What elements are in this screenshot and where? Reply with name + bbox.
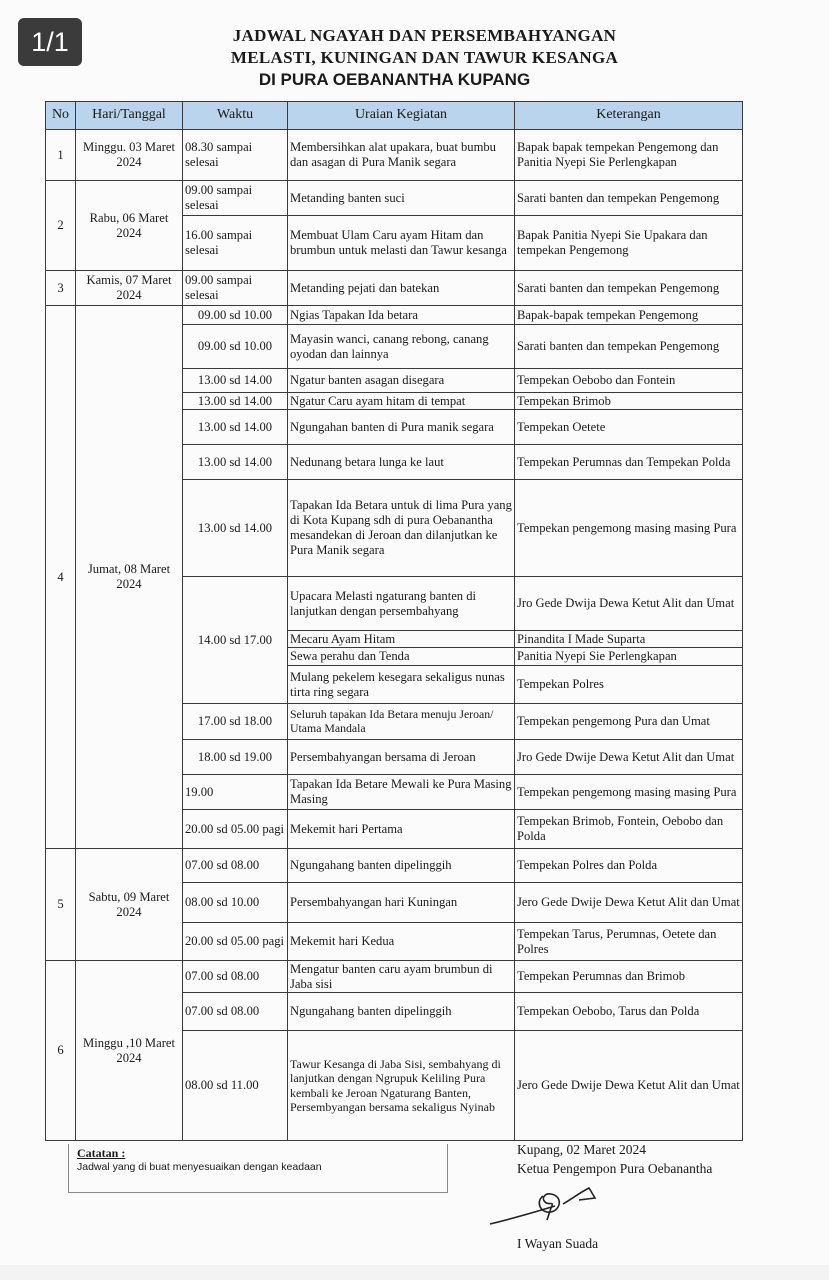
title-line-2: MELASTI, KUNINGAN DAN TAWUR KESANGA [230, 48, 619, 67]
cell-day: Minggu ,10 Maret 2024 [76, 961, 183, 1141]
cell-activity: Membersihkan alat upakara, buat bumbu dan asagan di Pura Manik segara [288, 130, 515, 181]
cell-remarks: Tempekan Perumnas dan Tempekan Polda [515, 445, 743, 480]
cell-time: 13.00 sd 14.00 [183, 480, 288, 577]
cell-activity: Sewa perahu dan Tenda [288, 648, 515, 666]
cell-activity: Ngias Tapakan Ida betara [288, 306, 515, 325]
cell-time: 16.00 sampai selesai [183, 216, 288, 271]
cell-remarks: Pinandita I Made Suparta [515, 631, 743, 648]
cell-remarks: Bapak bapak tempekan Pengemong dan Panitia Nyepi Sie Perlengkapan [515, 130, 743, 181]
cell-activity: Tapakan Ida Betare Mewali ke Pura Masing Masing [288, 775, 515, 810]
cell-time: 20.00 sd 05.00 pagi [183, 923, 288, 961]
cell-activity: Mengatur banten caru ayam brumbun di Jaba sisi [288, 961, 515, 993]
cell-time: 09.00 sd 10.00 [183, 306, 288, 325]
cell-time: 09.00 sampai selesai [183, 271, 288, 306]
cell-no: 1 [46, 130, 76, 181]
cell-time: 13.00 sd 14.00 [183, 445, 288, 480]
cell-remarks: Tempekan Oebobo dan Fontein [515, 369, 743, 393]
cell-remarks: Tempekan Polres [515, 666, 743, 704]
note-box [68, 1144, 448, 1193]
header-no: No [46, 102, 76, 130]
cell-activity: Ngungahang banten dipelinggih [288, 993, 515, 1031]
table-row [46, 961, 743, 993]
cell-activity: Mekemit hari Pertama [288, 810, 515, 849]
cell-day: Jumat, 08 Maret 2024 [76, 306, 183, 849]
cell-day: Minggu. 03 Maret 2024 [76, 130, 183, 181]
cell-remarks: Bapak-bapak tempekan Pengemong [515, 306, 743, 325]
title-line-1: JADWAL NGAYAH DAN PERSEMBAHYANGAN [232, 26, 617, 45]
title-line-3: DI PURA OEBANANTHA KUPANG [258, 70, 531, 89]
cell-time: 08.00 sd 11.00 [183, 1031, 288, 1141]
cell-activity: Seluruh tapakan Ida Betara menuju Jeroan/ Utama Mandala [288, 704, 515, 740]
cell-activity: Persembahyangan bersama di Jeroan [288, 740, 515, 775]
cell-remarks: Tempekan pengemong masing masing Pura [515, 480, 743, 577]
header-time: Waktu [183, 102, 288, 130]
table-row [46, 130, 743, 181]
cell-day: Kamis, 07 Maret 2024 [76, 271, 183, 306]
cell-activity: Persembahyangan hari Kuningan [288, 883, 515, 923]
cell-remarks: Jero Gede Dwije Dewa Ketut Alit dan Umat [515, 883, 743, 923]
cell-activity: Metanding pejati dan batekan [288, 271, 515, 306]
cell-remarks: Jro Gede Dwija Dewa Ketut Alit dan Umat [515, 577, 743, 631]
cell-day: Sabtu, 09 Maret 2024 [76, 849, 183, 961]
cell-time: 19.00 [183, 775, 288, 810]
cell-activity: Membuat Ulam Caru ayam Hitam dan brumbun untuk melasti dan Tawur kesanga [288, 216, 515, 271]
cell-no: 2 [46, 181, 76, 271]
note-title: Catatan : [77, 1146, 126, 1160]
cell-remarks: Sarati banten dan tempekan Pengemong [515, 181, 743, 216]
header-day-date: Hari/Tanggal [76, 102, 183, 130]
cell-time: 13.00 sd 14.00 [183, 393, 288, 410]
signature-name: I Wayan Suada [517, 1236, 599, 1251]
cell-remarks: Tempekan Oetete [515, 410, 743, 445]
cell-remarks: Tempekan Perumnas dan Brimob [515, 961, 743, 993]
table-row [46, 306, 743, 325]
table-row [46, 181, 743, 216]
cell-activity: Tapakan Ida Betara untuk di lima Pura yang di Kota Kupang sdh di pura Oebanantha mesandekan di Jeroan dan dilanjutkan ke Pura Manik segara [288, 480, 515, 577]
cell-no: 5 [46, 849, 76, 961]
cell-remarks: Jro Gede Dwije Dewa Ketut Alit dan Umat [515, 740, 743, 775]
cell-time: 20.00 sd 05.00 pagi [183, 810, 288, 849]
cell-time: 07.00 sd 08.00 [183, 849, 288, 883]
cell-remarks: Tempekan pengemong Pura dan Umat [515, 704, 743, 740]
header-activity: Uraian Kegiatan [288, 102, 515, 130]
cell-remarks: Panitia Nyepi Sie Perlengkapan [515, 648, 743, 666]
cell-time: 09.00 sd 10.00 [183, 325, 288, 369]
cell-remarks: Jero Gede Dwije Dewa Ketut Alit dan Umat [515, 1031, 743, 1141]
cell-remarks: Tempekan Polres dan Polda [515, 849, 743, 883]
table-row [46, 849, 743, 883]
cell-activity: Ngungahan banten di Pura manik segara [288, 410, 515, 445]
cell-time: 08.00 sd 10.00 [183, 883, 288, 923]
cell-remarks: Tempekan Oebobo, Tarus dan Polda [515, 993, 743, 1031]
cell-time: 13.00 sd 14.00 [183, 410, 288, 445]
cell-no: 4 [46, 306, 76, 849]
cell-time: 08.30 sampai selesai [183, 130, 288, 181]
cell-activity: Upacara Melasti ngaturang banten di lanjutkan dengan persembahyang [288, 577, 515, 631]
cell-day: Rabu, 06 Maret 2024 [76, 181, 183, 271]
cell-activity: Mulang pekelem kesegara sekaligus nunas tirta ring segara [288, 666, 515, 704]
table-row [46, 271, 743, 306]
table-header-row [46, 102, 743, 130]
handwritten-signature [485, 1182, 615, 1230]
cell-activity: Tawur Kesanga di Jaba Sisi, sembahyang di lanjutkan dengan Ngrupuk Keliling Pura kembali ke Jeroan Ngaturang Banten, Persembyangan bersama sekaligus Nyinab [288, 1031, 515, 1141]
cell-remarks: Tempekan pengemong masing masing Pura [515, 775, 743, 810]
page-indicator: 1/1 [18, 18, 82, 66]
cell-no: 6 [46, 961, 76, 1141]
cell-time: 18.00 sd 19.00 [183, 740, 288, 775]
signature-place-date: Kupang, 02 Maret 2024 [517, 1142, 646, 1157]
cell-activity: Mecaru Ayam Hitam [288, 631, 515, 648]
cell-remarks: Sarati banten dan tempekan Pengemong [515, 271, 743, 306]
cell-remarks: Sarati banten dan tempekan Pengemong [515, 325, 743, 369]
cell-activity: Ngatur banten asagan disegara [288, 369, 515, 393]
cell-remarks: Bapak Panitia Nyepi Sie Upakara dan tempekan Pengemong [515, 216, 743, 271]
cell-activity: Ngungahang banten dipelinggih [288, 849, 515, 883]
cell-remarks: Tempekan Brimob, Fontein, Oebobo dan Polda [515, 810, 743, 849]
cell-time: 14.00 sd 17.00 [183, 577, 288, 704]
cell-activity: Nedunang betara lunga ke laut [288, 445, 515, 480]
schedule-table [45, 101, 743, 1141]
cell-time: 17.00 sd 18.00 [183, 704, 288, 740]
cell-time: 09.00 sampai selesai [183, 181, 288, 216]
cell-activity: Mekemit hari Kedua [288, 923, 515, 961]
cell-remarks: Tempekan Tarus, Perumnas, Oetete dan Polres [515, 923, 743, 961]
cell-time: 13.00 sd 14.00 [183, 369, 288, 393]
signature-role: Ketua Pengempon Pura Oebanantha [517, 1161, 713, 1176]
cell-no: 3 [46, 271, 76, 306]
cell-time: 07.00 sd 08.00 [183, 961, 288, 993]
cell-time: 07.00 sd 08.00 [183, 993, 288, 1031]
cell-remarks: Tempekan Brimob [515, 393, 743, 410]
cell-activity: Ngatur Caru ayam hitam di tempat [288, 393, 515, 410]
cell-activity: Metanding banten suci [288, 181, 515, 216]
note-text: Jadwal yang di buat menyesuaikan dengan keadaan [77, 1161, 322, 1173]
header-remarks: Keterangan [515, 102, 743, 130]
cell-activity: Mayasin wanci, canang rebong, canang oyodan dan lainnya [288, 325, 515, 369]
